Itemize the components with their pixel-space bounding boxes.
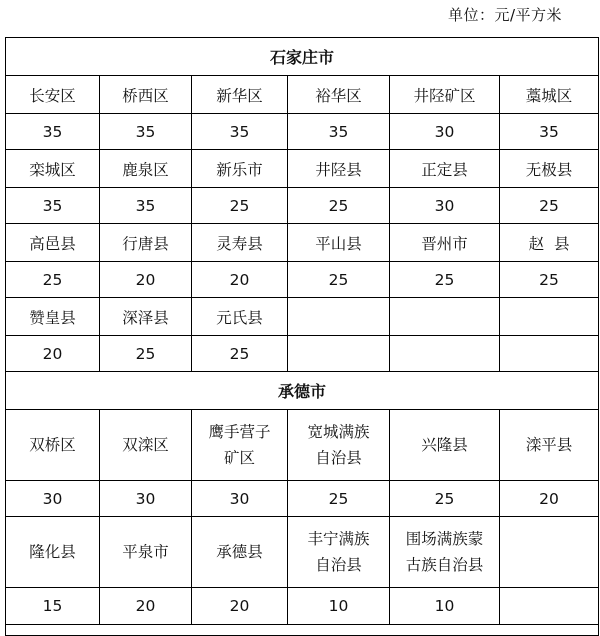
district-name: 宽城满族 自治县 — [288, 410, 390, 481]
price-value-row — [6, 188, 599, 224]
empty-cell — [500, 517, 599, 588]
district-name: 新乐市 — [192, 150, 288, 188]
district-name: 正定县 — [390, 150, 500, 188]
section-title-row — [6, 372, 599, 410]
empty-cell — [500, 336, 599, 372]
district-name: 高邑县 — [6, 224, 100, 262]
district-name: 晋州市 — [390, 224, 500, 262]
district-name: 丰宁满族 自治县 — [288, 517, 390, 588]
district-name: 双桥区 — [6, 410, 100, 481]
price-value: 25 — [288, 481, 390, 517]
district-name: 围场满族蒙 古族自治县 — [390, 517, 500, 588]
district-name: 深泽县 — [100, 298, 192, 336]
price-value: 25 — [500, 262, 599, 298]
price-value: 30 — [100, 481, 192, 517]
price-value: 35 — [6, 188, 100, 224]
section-title: 石家庄市 — [6, 38, 599, 76]
district-name: 新华区 — [192, 76, 288, 114]
price-value: 30 — [390, 114, 500, 150]
district-name: 赵 县 — [500, 224, 599, 262]
district-name-row — [6, 76, 599, 114]
price-value: 25 — [100, 336, 192, 372]
district-name: 灵寿县 — [192, 224, 288, 262]
district-name: 赞皇县 — [6, 298, 100, 336]
district-name: 栾城区 — [6, 150, 100, 188]
district-name: 兴隆县 — [390, 410, 500, 481]
district-name: 承德县 — [192, 517, 288, 588]
price-value: 25 — [288, 188, 390, 224]
district-name-row — [6, 410, 599, 481]
district-name-row — [6, 150, 599, 188]
district-name: 藁城区 — [500, 76, 599, 114]
price-value: 10 — [288, 588, 390, 625]
district-name: 长安区 — [6, 76, 100, 114]
price-value: 35 — [192, 114, 288, 150]
table-continuation — [6, 625, 599, 636]
price-value: 35 — [6, 114, 100, 150]
price-value: 20 — [192, 588, 288, 625]
price-value: 25 — [500, 188, 599, 224]
price-value-row — [6, 481, 599, 517]
price-value: 30 — [390, 188, 500, 224]
price-table — [5, 37, 599, 636]
price-value: 35 — [500, 114, 599, 150]
district-name: 行唐县 — [100, 224, 192, 262]
price-value: 25 — [288, 262, 390, 298]
district-name: 双滦区 — [100, 410, 192, 481]
price-value: 25 — [390, 481, 500, 517]
table-continuation-row — [6, 625, 599, 636]
district-name: 元氏县 — [192, 298, 288, 336]
district-name: 井陉矿区 — [390, 76, 500, 114]
district-name-row — [6, 517, 599, 588]
district-name: 鹰手营子 矿区 — [192, 410, 288, 481]
empty-cell — [500, 298, 599, 336]
district-name: 隆化县 — [6, 517, 100, 588]
price-value: 35 — [100, 188, 192, 224]
price-value-row — [6, 262, 599, 298]
price-value: 10 — [390, 588, 500, 625]
price-value: 25 — [192, 336, 288, 372]
price-value: 15 — [6, 588, 100, 625]
price-value: 25 — [6, 262, 100, 298]
price-value: 20 — [192, 262, 288, 298]
district-name: 平山县 — [288, 224, 390, 262]
empty-cell — [288, 336, 390, 372]
district-name: 裕华区 — [288, 76, 390, 114]
empty-cell — [390, 298, 500, 336]
district-name: 平泉市 — [100, 517, 192, 588]
price-value: 35 — [100, 114, 192, 150]
price-value: 20 — [6, 336, 100, 372]
unit-label: 单位：元/平方米 — [447, 6, 562, 24]
price-value: 20 — [100, 588, 192, 625]
district-name: 井陉县 — [288, 150, 390, 188]
price-value: 25 — [192, 188, 288, 224]
price-value: 30 — [6, 481, 100, 517]
empty-cell — [390, 336, 500, 372]
district-name-row — [6, 298, 599, 336]
section-title-row — [6, 38, 599, 76]
price-value: 20 — [100, 262, 192, 298]
price-value: 20 — [500, 481, 599, 517]
price-value-row — [6, 336, 599, 372]
empty-cell — [288, 298, 390, 336]
price-value: 25 — [390, 262, 500, 298]
district-name: 鹿泉区 — [100, 150, 192, 188]
price-value: 30 — [192, 481, 288, 517]
section-title: 承德市 — [6, 372, 599, 410]
district-name: 桥西区 — [100, 76, 192, 114]
price-value: 35 — [288, 114, 390, 150]
district-name: 无极县 — [500, 150, 599, 188]
district-name-row — [6, 224, 599, 262]
price-value-row — [6, 114, 599, 150]
district-name: 滦平县 — [500, 410, 599, 481]
